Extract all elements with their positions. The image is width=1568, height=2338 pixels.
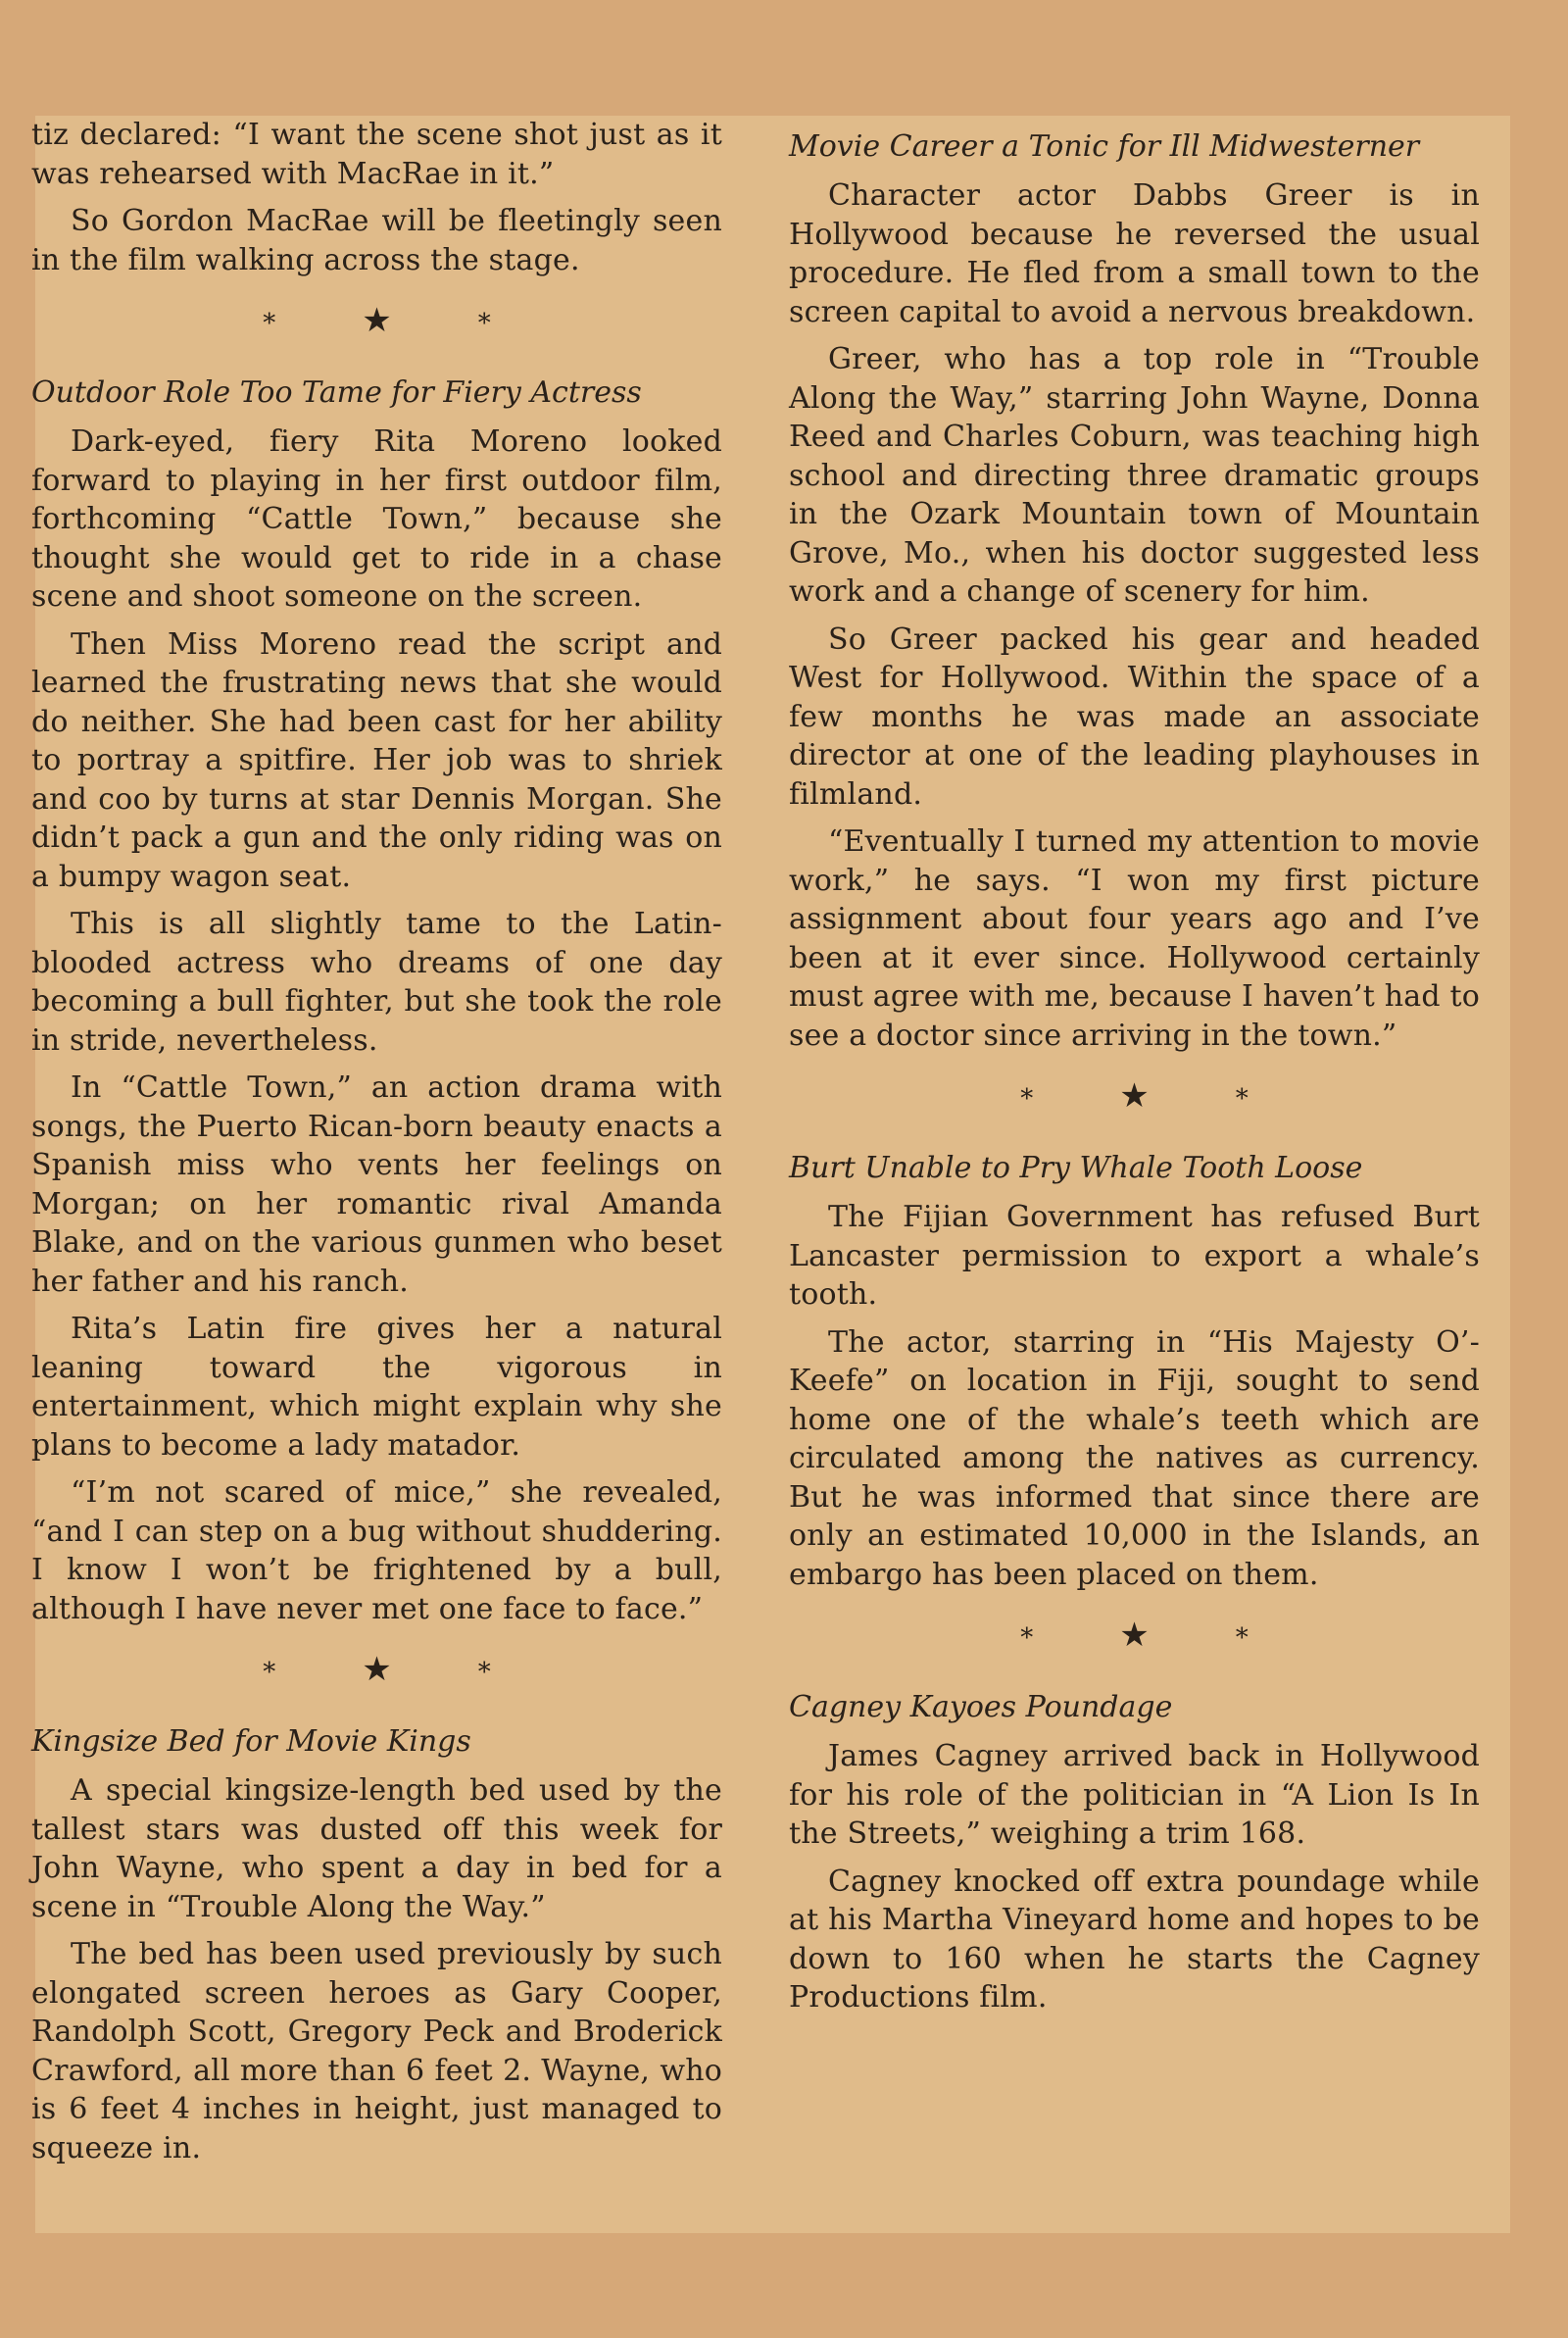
star-small: * (1235, 1084, 1249, 1114)
star-small: * (263, 1658, 276, 1687)
article-title-movie-career: Movie Career a Tonic for Ill Midwesterner (789, 129, 1420, 164)
article-paragraph: “I’m not scared of mice,” she revealed, “and I can step on a bug without shuddering. I know I won’t be frightened by a bull, although I have never met one face to face.” (31, 1475, 722, 1626)
star-small: * (477, 1658, 491, 1687)
article-paragraph: The actor, starring in “His Majesty O’-Keefe” on location in Fiji, sought to send home one of the whale’s teeth which are circulated among the natives as currency. But he was informed that since there are only an estimated 10,000 in the Islands, an embargo has been placed on them. (789, 1324, 1480, 1592)
star-divider (31, 303, 722, 338)
article-paragraph: Then Miss Moreno read the script and learned the frustrating news that she would do neither. She had been cast for her ability to portray a spitfire. Her job was to shriek and coo by turns at star Dennis Morgan. She didn’t pack a gun and the only riding was on a bumpy wagon seat. (31, 626, 722, 894)
star-small: * (1235, 1623, 1249, 1653)
star-divider (31, 1652, 722, 1687)
article-paragraph: So Greer packed his gear and headed West for Hollywood. Within the space of a few months he was made an associate director at one of the leading playhouses in filmland. (789, 622, 1480, 812)
right-column (789, 127, 1480, 2026)
star-divider (789, 1078, 1480, 1114)
star-small: * (263, 309, 276, 338)
article-paragraph: Dark-eyed, fiery Rita Moreno looked forward to playing in her first outdoor film, forthcoming “Cattle Town,” because she thought she would get to ride in a chase scene and shoot someone on the screen. (31, 424, 722, 614)
article-paragraph: In “Cattle Town,” an action drama with songs, the Puerto Rican-born beauty enacts a Spanish miss who vents her feelings on Morgan; on her romantic rival Amanda Blake, and on the various gunmen who beset her father and his ranch. (31, 1070, 722, 1299)
article-paragraph: The bed has been used previously by such elongated screen heroes as Gary Cooper, Randolph Scott, Gregory Peck and Broderick Crawford, all more than 6 feet 2. Wayne, who is 6 feet 4 inches in height, just managed to squeeze in. (31, 1937, 722, 2165)
intro-paragraph: tiz declared: “I want the scene shot just as it was rehearsed with MacRae in it.” (31, 118, 722, 191)
article-title-outdoor-role: Outdoor Role Too Tame for Fiery Actress (31, 375, 642, 410)
star-small: * (1020, 1623, 1034, 1653)
star-divider (789, 1617, 1480, 1653)
article-title-cagney: Cagney Kayoes Poundage (789, 1690, 1173, 1724)
article-paragraph: Rita’s Latin fire gives her a natural leaning toward the vigorous in entertainment, which might explain why she plans to become a lady matador. (31, 1312, 722, 1463)
article-paragraph: A special kingsize-length bed used by the tallest stars was dusted off this week for John Wayne, who spent a day in bed for a scene in “Trouble Along the Way.” (31, 1773, 722, 1924)
star-large: ★ (1119, 1616, 1150, 1655)
star-small: * (477, 309, 491, 338)
article-paragraph: The Fijian Government has refused Burt Lancaster permission to export a whale’s tooth. (789, 1200, 1480, 1312)
article-title-kingsize-bed: Kingsize Bed for Movie Kings (31, 1724, 471, 1759)
article-paragraph: Greer, who has a top role in “Trouble Along the Way,” starring John Wayne, Donna Reed and Charles Coburn, was teaching high school and directing three dramatic groups in the Ozark Mountain town of Mountain Grove, Mo., when his doctor suggested less work and a change of scenery for him. (789, 342, 1480, 609)
left-column (31, 116, 722, 2176)
star-small: * (1020, 1084, 1034, 1114)
star-large: ★ (362, 301, 392, 340)
article-paragraph: Cagney knocked off extra poundage while at his Martha Vineyard home and hopes to be down to 160 when he starts the Cagney Productions film. (789, 1864, 1480, 2015)
intro-paragraph: So Gordon MacRae will be fleetingly seen in the film walking across the stage. (31, 204, 722, 277)
article-title-whale-tooth: Burt Unable to Pry Whale Tooth Loose (789, 1151, 1363, 1185)
article-paragraph: “Eventually I turned my attention to movie work,” he says. “I won my first picture assignment about four years ago and I’ve been at it ever since. Hollywood certainly must agree with me, because I haven’t had to see a doctor since arriving in the town.” (789, 824, 1480, 1053)
star-large: ★ (1119, 1076, 1150, 1116)
star-large: ★ (362, 1650, 392, 1689)
article-paragraph: Character actor Dabbs Greer is in Hollywood because he reversed the usual procedure. He fled from a small town to the screen capital to avoid a nervous breakdown. (789, 178, 1480, 329)
article-paragraph: James Cagney arrived back in Hollywood for his role of the politician in “A Lion Is In the Streets,” weighing a trim 168. (789, 1739, 1480, 1851)
article-paragraph: This is all slightly tame to the Latin-blooded actress who dreams of one day becoming a bull fighter, but she took the role in stride, nevertheless. (31, 907, 722, 1058)
